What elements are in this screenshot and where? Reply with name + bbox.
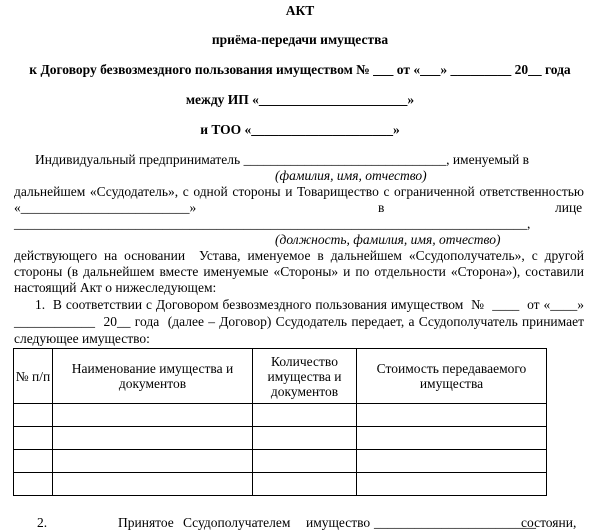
table-cell bbox=[357, 427, 547, 450]
property-table bbox=[13, 348, 547, 496]
table-header-row bbox=[14, 349, 547, 404]
header-number: № п/п bbox=[14, 349, 53, 404]
intro-hint-position: (должность, фамилия, имя, отчество) bbox=[275, 232, 501, 247]
contract-reference: к Договору безвозмездного пользования имуществом № ___ от «___» _________ 20__ года bbox=[29, 62, 571, 77]
table-cell bbox=[14, 404, 53, 427]
table-cell bbox=[357, 473, 547, 496]
intro-line-5: действующего на основании Устава, именуемое в дальнейшем «Ссудополучатель», с другой bbox=[14, 248, 584, 263]
table-cell bbox=[253, 427, 357, 450]
act-title: АКТ bbox=[285, 3, 315, 18]
act-subtitle: приёма-передачи имущества bbox=[211, 32, 389, 47]
clause-2-word-3: имущество bbox=[306, 515, 371, 530]
table-cell bbox=[53, 450, 253, 473]
header-name: Наименование имущества и документов bbox=[53, 349, 253, 404]
clause-2-number: 2. bbox=[37, 515, 48, 530]
table-cell bbox=[253, 450, 357, 473]
clause-1-line-2: ____________ 20__ года (далее – Договор) Ссудодатель передает, а Ссудополучатель принимает bbox=[14, 314, 584, 329]
table-cell bbox=[14, 427, 53, 450]
clause-2-word-4: состояни, bbox=[521, 515, 577, 530]
table-cell bbox=[53, 404, 253, 427]
intro-line-4: ____________________________________________________________________________, bbox=[14, 216, 531, 231]
intro-hint-name: (фамилия, имя, отчество) bbox=[275, 168, 427, 183]
and-too-line: и ТОО «_____________________» bbox=[200, 122, 400, 137]
clause-1-line-1: 1. В соответствии с Договором безвозмездного пользования имуществом № ____ от «____» bbox=[35, 297, 584, 312]
table-cell bbox=[53, 427, 253, 450]
intro-line-3-in: в bbox=[378, 200, 385, 215]
intro-line-7: настоящий Акт о нижеследующем: bbox=[14, 280, 217, 295]
table-row bbox=[14, 450, 547, 473]
table-cell bbox=[357, 450, 547, 473]
clause-2-word-2: Ссудополучателем bbox=[183, 515, 291, 530]
intro-line-6: стороны (в дальнейшем вместе именуемые «Стороны» и по отдельности «Сторона»), составили bbox=[14, 264, 584, 279]
table-cell bbox=[253, 404, 357, 427]
table-cell bbox=[357, 404, 547, 427]
intro-line-3-person: лице bbox=[555, 200, 583, 215]
intro-line-1: Индивидуальный предприниматель ______________________________, именуемый в bbox=[35, 152, 529, 167]
intro-line-3-org: «_________________________» bbox=[14, 200, 197, 215]
table-row bbox=[14, 427, 547, 450]
clause-2-blank: ________________________ bbox=[374, 515, 536, 530]
clause-2-word-1: Принятое bbox=[118, 515, 174, 530]
table-row bbox=[14, 473, 547, 496]
table-row bbox=[14, 404, 547, 427]
between-ip-line: между ИП «______________________» bbox=[185, 92, 415, 107]
table-cell bbox=[14, 473, 53, 496]
header-cost: Стоимость передаваемого имущества bbox=[357, 349, 547, 404]
table-cell bbox=[14, 450, 53, 473]
clause-1-line-3: следующее имущество: bbox=[14, 331, 150, 346]
table-cell bbox=[53, 473, 253, 496]
table-cell bbox=[253, 473, 357, 496]
header-quantity: Количество имущества и документов bbox=[253, 349, 357, 404]
intro-line-2: дальнейшем «Ссудодатель», с одной стороны и Товарищество с ограниченной ответственностью bbox=[14, 184, 584, 199]
